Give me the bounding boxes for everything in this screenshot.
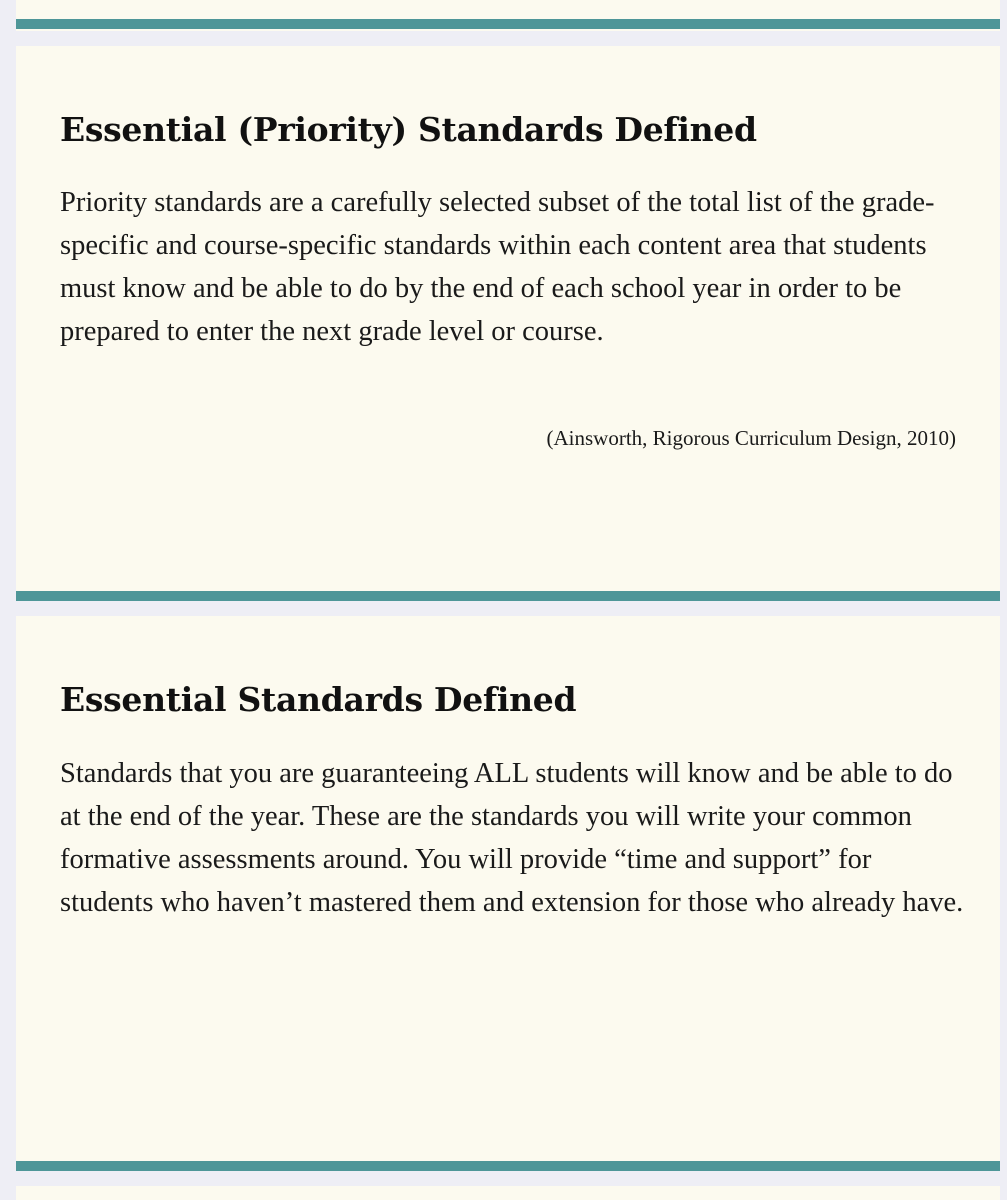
accent-bar [16,591,1000,601]
slide-body-text: Priority standards are a carefully selected subset of the total list of the grade-specific and course-specific standards within each content area that students must know and be able to do by the end of each school year in order to be prepared to enter the next grade level or course. [60,187,935,347]
slide-priority-standards [16,46,1000,601]
next-slide-partial [16,1186,1000,1200]
accent-bar [16,19,1000,29]
previous-slide-partial [16,0,1000,31]
citation: (Ainsworth, Rigorous Curriculum Design, 2010) [546,426,956,450]
slide-body-text: Standards that you are guaranteeing ALL students will know and be able to do at the end of the year. These are the standards you will write your common formative assessments around. You will provide “time and support” for students who haven’t mastered them and extension for those who already have. [60,758,964,918]
slide-title: Essential (Priority) Standards Defined [60,110,757,149]
accent-bar [16,1161,1000,1171]
slide-essential-standards [16,616,1000,1171]
slide-title: Essential Standards Defined [60,680,577,719]
